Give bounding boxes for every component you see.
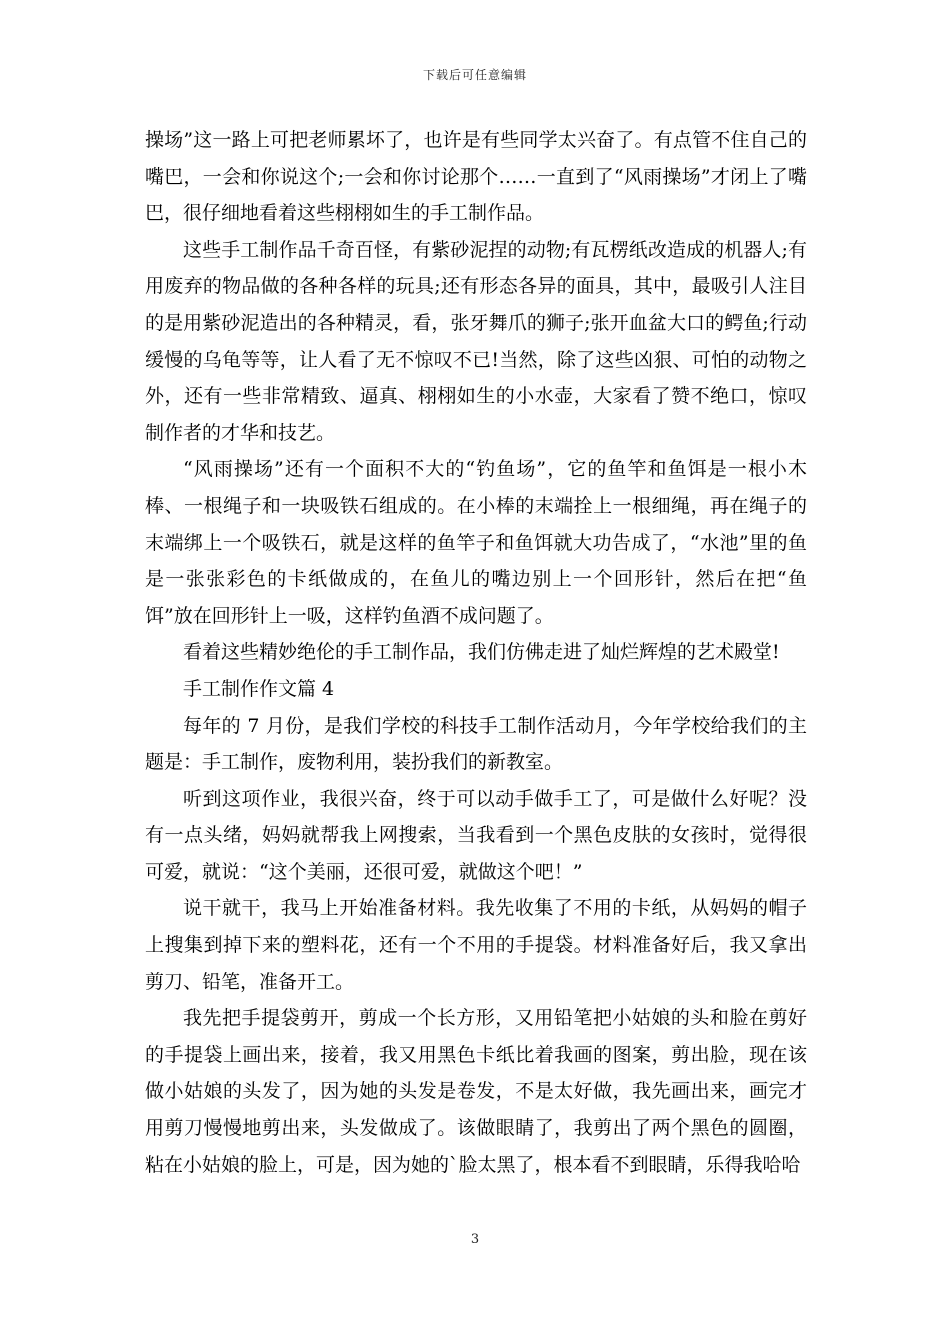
page-number: 3 xyxy=(470,1232,480,1247)
paragraph: 听到这项作业，我很兴奋，终于可以动手做手工了，可是做什么好呢？没有一点头绪，妈妈就帮我上网搜索，当我看到一个黑色皮肤的女孩时，觉得很可爱，就说：“这个美丽，还很可爱，就做这个吧！” xyxy=(145,787,807,883)
page-header-note: 下载后可任意编辑 xyxy=(422,68,527,82)
paragraph: 操场”这一路上可把老师累坏了，也许是有些同学太兴奋了。有点管不住自己的嘴巴，一会和你说这个;一会和你讨论那个……一直到了“风雨操场”才闭上了嘴巴，很仔细地看着这些栩栩如生的手工制作品。 xyxy=(145,129,807,225)
document-body xyxy=(145,122,807,1183)
paragraph: 我先把手提袋剪开，剪成一个长方形，又用铅笔把小姑娘的头和脸在剪好的手提袋上画出来，接着，我又用黑色卡纸比着我画的图案，剪出脸，现在该做小姑娘的头发了，因为她的头发是卷发，不是太好做，我先画出来，画完才用剪刀慢慢地剪出来，头发做成了。该做眼睛了，我剪出了两个黑色的圆圈，粘在小姑娘的脸上，可是，因为她的`脸太黑了，根本看不到眼睛，乐得我哈哈 xyxy=(145,1007,807,1176)
paragraph: 这些手工制作品千奇百怪，有紫砂泥捏的动物;有瓦楞纸改造成的机器人;有用废弃的物品做的各种各样的玩具;还有形态各异的面具，其中，最吸引人注目的是用紫砂泥造出的各种精灵，看，张牙舞爪的狮子;张开血盆大口的鳄鱼;行动缓慢的乌龟等等，让人看了无不惊叹不已!当然，除了这些凶狠、可怕的动物之外，还有一些非常精致、逼真、栩栩如生的小水壶，大家看了赞不绝口，惊叹制作者的才华和技艺。 xyxy=(145,238,807,444)
paragraph: 看着这些精妙绝伦的手工制作品，我们仿佛走进了灿烂辉煌的艺术殿堂! xyxy=(183,641,780,664)
section-heading: 手工制作作文篇 4 xyxy=(183,677,335,700)
paragraph: 说干就干，我马上开始准备材料。我先收集了不用的卡纸，从妈妈的帽子上搜集到掉下来的塑料花，还有一个不用的手提袋。材料准备好后，我又拿出剪刀、铅笔，准备开工。 xyxy=(145,897,807,993)
paragraph: “风雨操场”还有一个面积不大的“钓鱼场”，它的鱼竿和鱼饵是一根小木棒、一根绳子和一块吸铁石组成的。在小棒的末端拴上一根细绳，再在绳子的末端绑上一个吸铁石，就是这样的鱼竿子和鱼饵就大功告成了，“水池”里的鱼是一张张彩色的卡纸做成的，在鱼儿的嘴边别上一个回形针，然后在把“鱼饵”放在回形针上一吸，这样钓鱼酒不成问题了。 xyxy=(145,458,807,627)
paragraph: 每年的 7 月份，是我们学校的科技手工制作活动月，今年学校给我们的主题是：手工制作，废物利用，装扮我们的新教室。 xyxy=(145,714,807,774)
